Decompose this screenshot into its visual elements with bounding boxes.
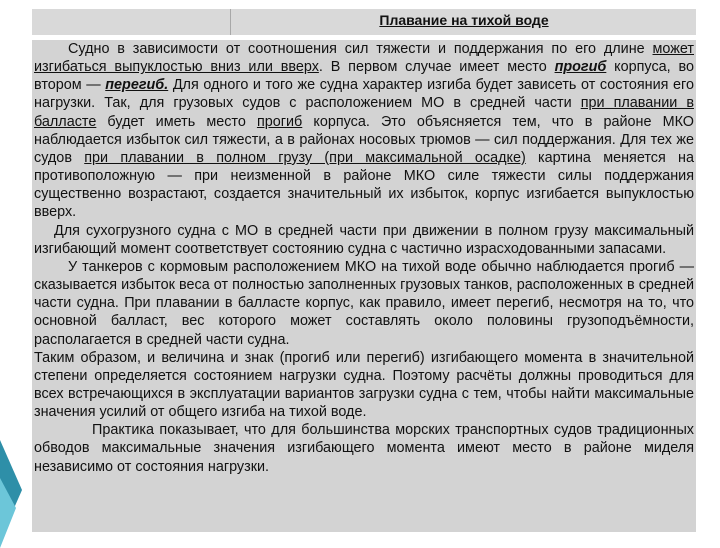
body-text [34,40,694,476]
text-run: будет иметь место [96,113,257,130]
emphasis-peregib: перегиб. [105,77,169,94]
text-run: . В первом случае имеет место [318,59,555,76]
text-run: картина меняется на противоположную — при неизменной в районе МКО силе тяжести силы поддержания существенно возрастают, создается значительный их избыток, корпус изгибается выпуклостью вверх. [34,149,694,221]
paragraph-5: Практика показывает, что для большинства морских транспортных судов традиционных обводов максимальные значения изгибающего момента имеют место в районе миделя независимо от состояния нагрузки. [34,422,694,475]
paragraph-1 [34,40,694,222]
paragraph-3: У танкеров с кормовым расположением МКО на тихой воде обычно наблюдается прогиб — сказывается избыток веса от полностью заполненных грузовых танков, расположенных в средней части судна. При плавании в балласте корпус, как правило, имеет перегиб, несмотря на то, что основной балласт, вес которого может составлять около половины грузоподъёмности, располагается в средней части судна. [34,258,694,348]
paragraph-4: Таким образом, и величина и знак (прогиб или перегиб) изгибающего момента в значительной степени определяется состоянием нагрузки судна. Поэтому расчёты должны проводиться для всех встречающихся в эксплуатации вариантов загрузки судна с тем, чтобы найти максимальные значения усилий от общего изгиба на тихой воде. [34,349,694,421]
underlined-text: при плавании в балласте [34,95,694,130]
text-run: корпуса. Это объясняется тем, что в районе МКО наблюдается избыток сил тяжести, а в районах носовых трюмов — сил поддержания. Для тех же судов [34,113,694,166]
underlined-text: может изгибаться выпуклостью вниз или вверх [34,41,694,76]
text-run: Судно в зависимости от соотношения сил тяжести и поддержания по его длине [68,41,653,57]
underlined-text: прогиб [256,113,303,130]
slide-title: Плавание на тихой воде [379,12,549,28]
paragraph-2: Для сухогрузного судна с МО в средней части при движении в полном грузу максимальный изгибающий момент соответствует состоянию судна с частично израсходованными запасами. [34,222,694,257]
text-run: корпуса, во втором — [34,59,694,94]
text-run: Для одного и того же судна характер изгиба будет зависеть от состояния его нагрузки. Так, для грузовых судов с расположением МО в средней части [34,77,694,112]
underlined-text: при плавании в полном грузу (при максимальной осадке) [84,149,526,166]
title-divider [230,9,231,35]
decorative-accent-shape-secondary [0,478,16,548]
emphasis-progib: прогиб [554,59,607,76]
